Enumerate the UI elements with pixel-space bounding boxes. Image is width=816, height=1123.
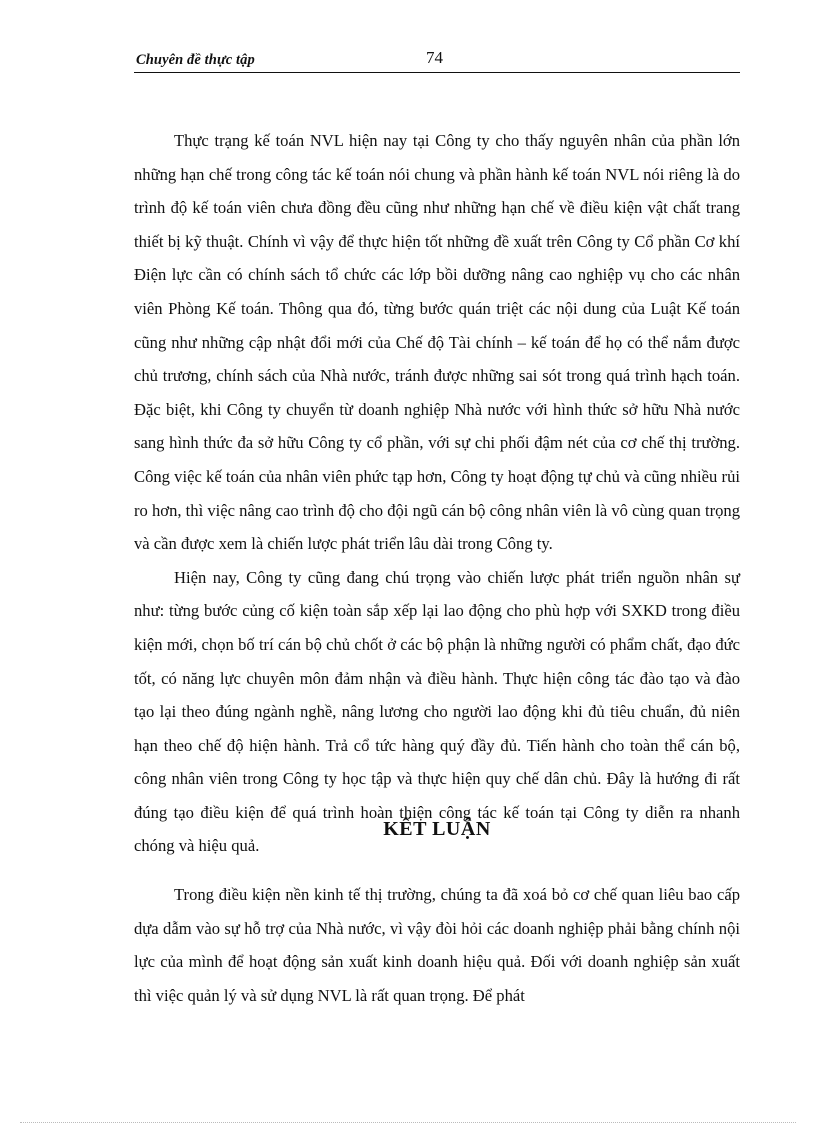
paragraph-2: Hiện nay, Công ty cũng đang chú trọng vào chiến lược phát triển nguồn nhân sự như: từng bước củng cố kiện toàn sắp xếp lại lao động cho phù hợp với SXKD trong điều kiện mới, chọn bố trí cán bộ chủ chốt ở các bộ phận là những người có phẩm chất, đạo đức tốt, có năng lực chuyên môn đảm nhận và điều hành. Thực hiện công tác đào tạo và đào tạo lại theo đúng ngành nghề, nâng lương cho người lao động khi đủ tiêu chuẩn, đủ niên hạn theo chế độ hiện hành. Trả cổ tức hàng quý đầy đủ. Tiến hành cho toàn thể cán bộ, công nhân viên trong Công ty học tập và thực hiện quy chế dân chủ. Đây là hướng đi rất đúng tạo điều kiện để quá trình hoàn thiện công tác kế toán tại Công ty diễn ra nhanh chóng và hiệu quả. [134,567,740,856]
page-number: 74 [426,48,443,67]
header-title: Chuyên đề thực tập [136,52,255,68]
conclusion-paragraph: Trong điều kiện nền kinh tế thị trường, chúng ta đã xoá bỏ cơ chế quan liêu bao cấp dựa dẫm vào sự hỗ trợ của Nhà nước, vì vậy đòi hỏi các doanh nghiệp phải bằng chính nội lực của mình để hoạt động sản xuất kinh doanh hiệu quả. Đối với doanh nghiệp sản xuất thì việc quản lý và sử dụng NVL là rất quan trọng. Để phát [134,885,740,1005]
section-heading: KẾT LUẬN [383,818,491,840]
page-header [134,48,740,73]
body-text [134,124,740,863]
paragraph-1: Thực trạng kế toán NVL hiện nay tại Công ty cho thấy nguyên nhân của phần lớn những hạn chế trong công tác kế toán nói chung và phần hành kế toán NVL nói riêng là do trình độ kế toán viên chưa đồng đều cũng như những hạn chế về điều kiện vật chất trang thiết bị kỹ thuật. Chính vì vậy để thực hiện tốt những đề xuất trên Công ty Cổ phần Cơ khí Điện lực cần có chính sách tổ chức các lớp bồi dưỡng nâng cao nghiệp vụ cho các nhân viên Phòng Kế toán. Thông qua đó, từng bước quán triệt các nội dung của Luật Kế toán cũng như những cập nhật đổi mới của Chế độ Tài chính – kế toán để họ có thể nắm được chủ trương, chính sách của Nhà nước, tránh được những sai sót trong quá trình hạch toán. Đặc biệt, khi Công ty chuyển từ doanh nghiệp Nhà nước với hình thức sở hữu Nhà nước sang hình thức đa sở hữu Công ty cổ phần, với sự chi phối đậm nét của cơ chế thị trường. Công việc kế toán của nhân viên phức tạp hơn, Công ty hoạt động tự chủ và cũng nhiều rủi ro hơn, thì việc nâng cao trình độ cho đội ngũ cán bộ công nhân viên là vô cùng quan trọng và cần được xem là chiến lược phát triển lâu dài trong Công ty. [134,131,740,554]
conclusion-text [134,878,740,1012]
